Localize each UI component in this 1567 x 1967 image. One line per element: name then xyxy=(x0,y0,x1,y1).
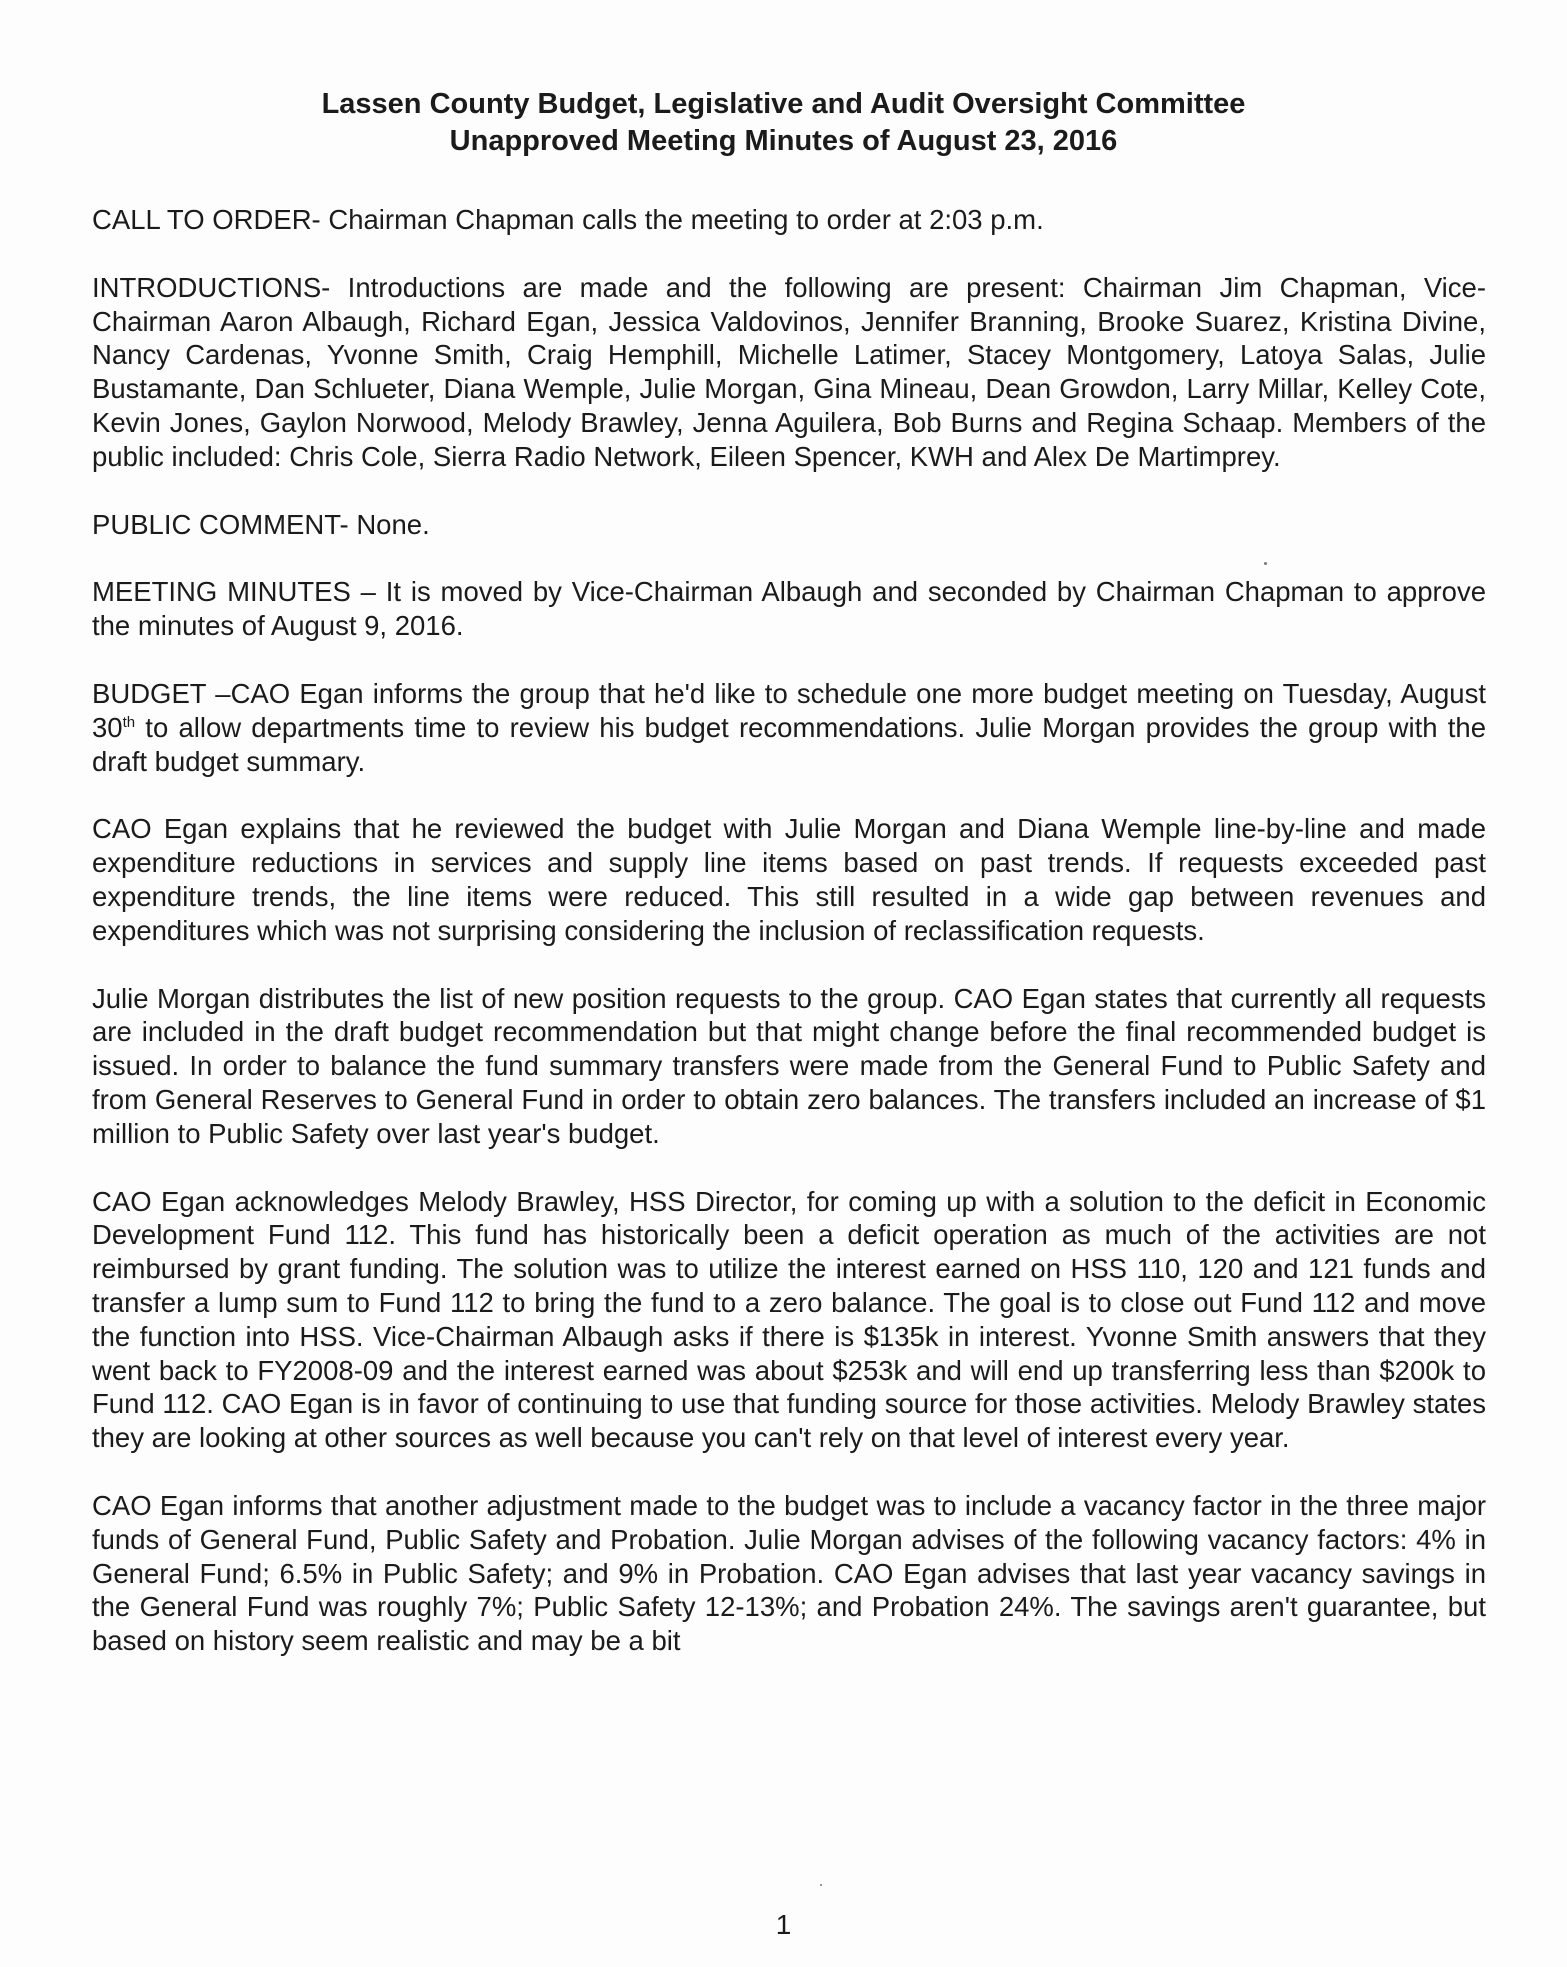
public-comment-paragraph: PUBLIC COMMENT- None. xyxy=(92,508,430,540)
minutes-body xyxy=(92,203,1486,1692)
title-line-committee: Lassen County Budget, Legislative and Audit Oversight Committee xyxy=(321,88,1246,120)
call-to-order-paragraph: CALL TO ORDER- Chairman Chapman calls the meeting to order at 2:03 p.m. xyxy=(92,204,1044,235)
position-requests-paragraph: Julie Morgan distributes the list of new position requests to the group. CAO Egan states that currently all requests are included in the draft budget recommendation but that might change before the final recommended budget is issued. In order to balance the fund summary transfers were made from the General Fund to Public Safety and from General Reserves to General Fund in order to obtain zero balances. The transfers included an increase of $1 million to Public Safety over last year's budget. xyxy=(92,982,1486,1149)
vacancy-factor-paragraph: CAO Egan informs that another adjustment made to the budget was to include a vacancy factor in the three major funds of General Fund, Public Safety and Probation. Julie Morgan advises of the following vacancy factors: 4% in General Fund; 6.5% in Public Safety; and 9% in Probation. CAO Egan advises that last year vacancy savings in the General Fund was roughly 7%; Public Safety 12-13%; and Probation 24%. The savings aren't guarantee, but based on history seem realistic and may be a bit xyxy=(92,1489,1486,1657)
fund-112-paragraph: CAO Egan acknowledges Melody Brawley, HSS Director, for coming up with a solution to the deficit in Economic Development Fund 112. This fund has historically been a deficit operation as much of the activities are not reimbursed by grant funding. The solution was to utilize the interest earned on HSS 110, 120 and 121 funds and transfer a lump sum to Fund 112 to bring the fund to a zero balance. The goal is to close out Fund 112 and move the function into HSS. Vice-Chairman Albaugh asks if there is $135k in interest. Yvonne Smith answers that they went back to FY2008-09 and the interest earned was about $253k and will end up transferring less than $200k to Fund 112. CAO Egan is in favor of continuing to use that funding source for those activities. Melody Brawley states they are looking at other sources as well because you can't rely on that level of interest every year. xyxy=(92,1185,1486,1454)
budget-text-end: to allow departments time to review his budget recommendations. Julie Morgan provides the group with the draft budget summary. xyxy=(92,711,1486,777)
page-number: 1 xyxy=(775,1909,792,1940)
scan-speck xyxy=(1264,562,1267,565)
meeting-minutes-paragraph: MEETING MINUTES – It is moved by Vice-Chairman Albaugh and seconded by Chairman Chapman to approve the minutes of August 9, 2016. xyxy=(92,576,1486,642)
budget-text-start: BUDGET –CAO Egan informs the group that he'd like to schedule one more budget meeting on Tuesday, August 30 xyxy=(92,677,1486,743)
introductions-paragraph: INTRODUCTIONS- Introductions are made and the following are present: Chairman Jim Chapman, Vice-Chairman Aaron Albaugh, Richard Egan, Jessica Valdovinos, Jennifer Branning, Brooke Suarez, Kristina Divine, Nancy Cardenas, Yvonne Smith, Craig Hemphill, Michelle Latimer, Stacey Montgomery, Latoya Salas, Julie Bustamante, Dan Schlueter, Diana Wemple, Julie Morgan, Gina Mineau, Dean Growdon, Larry Millar, Kelley Cote, Kevin Jones, Gaylon Norwood, Melody Brawley, Jenna Aguilera, Bob Burns and Regina Schaap. Members of the public included: Chris Cole, Sierra Radio Network, Eileen Spencer, KWH and Alex De Martimprey. xyxy=(92,271,1486,472)
ordinal-suffix: th xyxy=(122,713,136,731)
budget-review-paragraph: CAO Egan explains that he reviewed the budget with Julie Morgan and Diana Wemple line-by-line and made expenditure reductions in services and supply line items based on past trends. If requests exceeded past expenditure trends, the line items were reduced. This still resulted in a wide gap between revenues and expenditures which was not surprising considering the inclusion of reclassification requests. xyxy=(92,813,1486,946)
document-title xyxy=(0,86,1567,160)
budget-paragraph xyxy=(92,677,1486,778)
title-line-minutes-date: Unapproved Meeting Minutes of August 23, 2016 xyxy=(449,125,1118,157)
scan-speck xyxy=(820,1884,822,1886)
